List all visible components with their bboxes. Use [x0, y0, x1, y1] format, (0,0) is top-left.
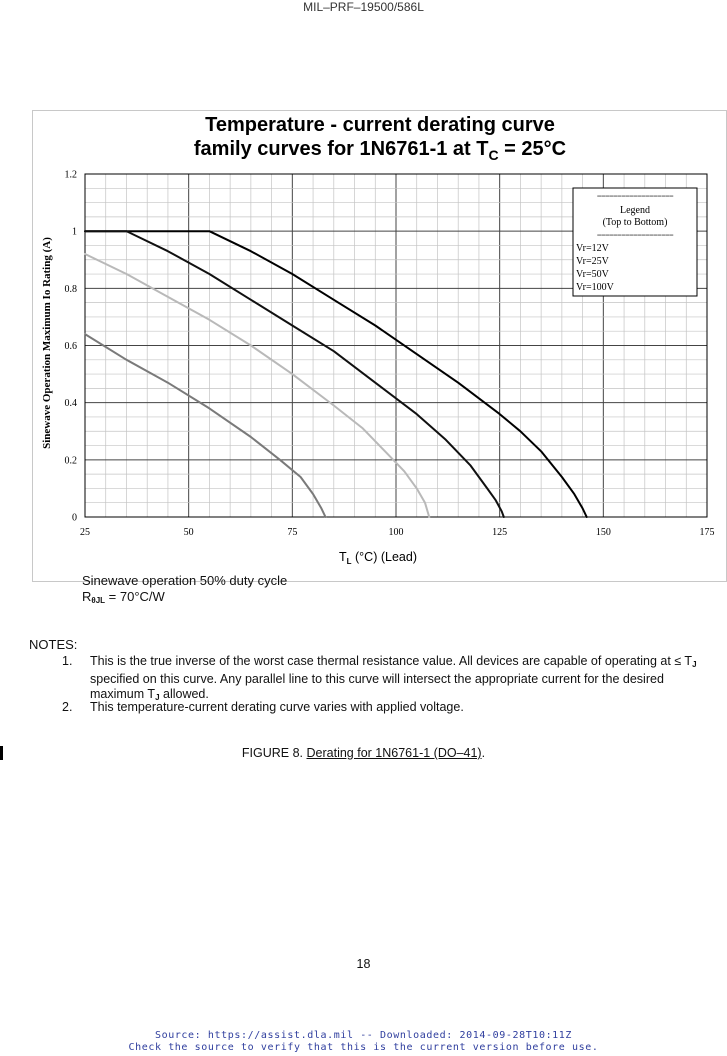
- figure-suffix: .: [481, 746, 486, 760]
- duty-cycle-text: Sinewave operation 50% duty cycle: [82, 573, 288, 588]
- y-tick-label: 0: [72, 512, 77, 524]
- series-line-vr-100v: [85, 334, 326, 517]
- rth-symbol: R: [82, 589, 92, 604]
- notes-title: NOTES:: [29, 637, 78, 652]
- x-tick-label: 50: [183, 527, 194, 538]
- note-1-text-a: This is the true inverse of the worst case thermal resistance value. All devices are capable of operating at ≤ T: [90, 654, 693, 668]
- derating-chart: [33, 111, 726, 581]
- chart-title-line1: Temperature - current derating curve: [205, 114, 555, 136]
- footer-check: Check the source to verify that this is the current version before use.: [128, 1042, 599, 1053]
- note-1-text-c: allowed.: [159, 687, 209, 701]
- rth-value: = 70°C/W: [105, 589, 165, 604]
- rth-subscript: θJL: [91, 596, 106, 605]
- thermal-resistance-text: [82, 589, 287, 609]
- figure-caption: [0, 746, 727, 760]
- title-line2-sub: C: [488, 147, 499, 163]
- legend-title: Legend: [620, 205, 650, 216]
- y-tick-label: 0.2: [64, 455, 77, 467]
- legend-rule-top: ===================: [596, 192, 674, 201]
- chart-title-line2: [194, 138, 566, 163]
- x-tick-label: 75: [287, 527, 298, 538]
- x-tick-labels: [80, 527, 715, 538]
- legend-entry-12v: Vr=12V: [576, 243, 609, 254]
- x-label-prefix: T: [339, 550, 347, 564]
- legend-entry-25v: Vr=25V: [576, 256, 609, 267]
- chart-container: [32, 110, 727, 582]
- x-axis-label: [339, 550, 417, 566]
- x-tick-label: 25: [80, 527, 90, 538]
- footer-source: Source: https://assist.dla.mil -- Downloaded: 2014-09-28T10:11Z: [154, 1030, 573, 1041]
- y-tick-label: 0.6: [64, 341, 77, 352]
- note-2-number: 2.: [62, 700, 73, 714]
- note-1: [62, 654, 720, 705]
- x-label-sub: L: [346, 557, 352, 566]
- chart-caption: [82, 573, 287, 609]
- legend-entry-100v: Vr=100V: [576, 282, 614, 293]
- y-tick-label: 1: [72, 226, 77, 238]
- x-label-suffix: (°C) (Lead): [351, 550, 417, 564]
- x-tick-label: 100: [388, 527, 404, 538]
- title-line2-prefix: family curves for 1N6761-1 at T: [193, 138, 489, 160]
- note-2-text: This temperature-current derating curve varies with applied voltage.: [90, 700, 464, 714]
- figure-title: Derating for 1N6761-1 (DO–41): [306, 746, 482, 760]
- y-tick-label: 0.8: [64, 283, 77, 295]
- x-tick-label: 125: [492, 527, 508, 538]
- x-tick-label: 175: [699, 527, 715, 538]
- y-tick-label: 0.4: [64, 398, 77, 410]
- note-1-sub-2: J: [155, 693, 160, 702]
- y-tick-label: 1.2: [64, 169, 77, 181]
- document-header: MIL–PRF–19500/586L: [303, 0, 424, 14]
- note-1-sub-1: J: [692, 660, 697, 669]
- y-tick-labels: [65, 170, 78, 524]
- note-1-number: 1.: [62, 654, 73, 668]
- legend-subtitle: (Top to Bottom): [602, 217, 668, 228]
- note-1-text-b: specified on this curve. Any parallel line to this curve will intersect the appropriate current for the desired maximum T: [90, 672, 664, 701]
- legend-entry-50v: Vr=50V: [576, 269, 609, 280]
- y-axis-label: Sinewave Operation Maximum Io Rating (A): [41, 237, 53, 449]
- legend-rule-bottom: ===================: [596, 231, 674, 240]
- page-number: 18: [356, 957, 371, 971]
- note-2: [62, 700, 720, 715]
- x-tick-label: 150: [595, 527, 611, 538]
- title-line2-suffix: = 25°C: [498, 138, 567, 160]
- chart-legend: [573, 188, 697, 296]
- figure-prefix: FIGURE 8.: [241, 746, 307, 760]
